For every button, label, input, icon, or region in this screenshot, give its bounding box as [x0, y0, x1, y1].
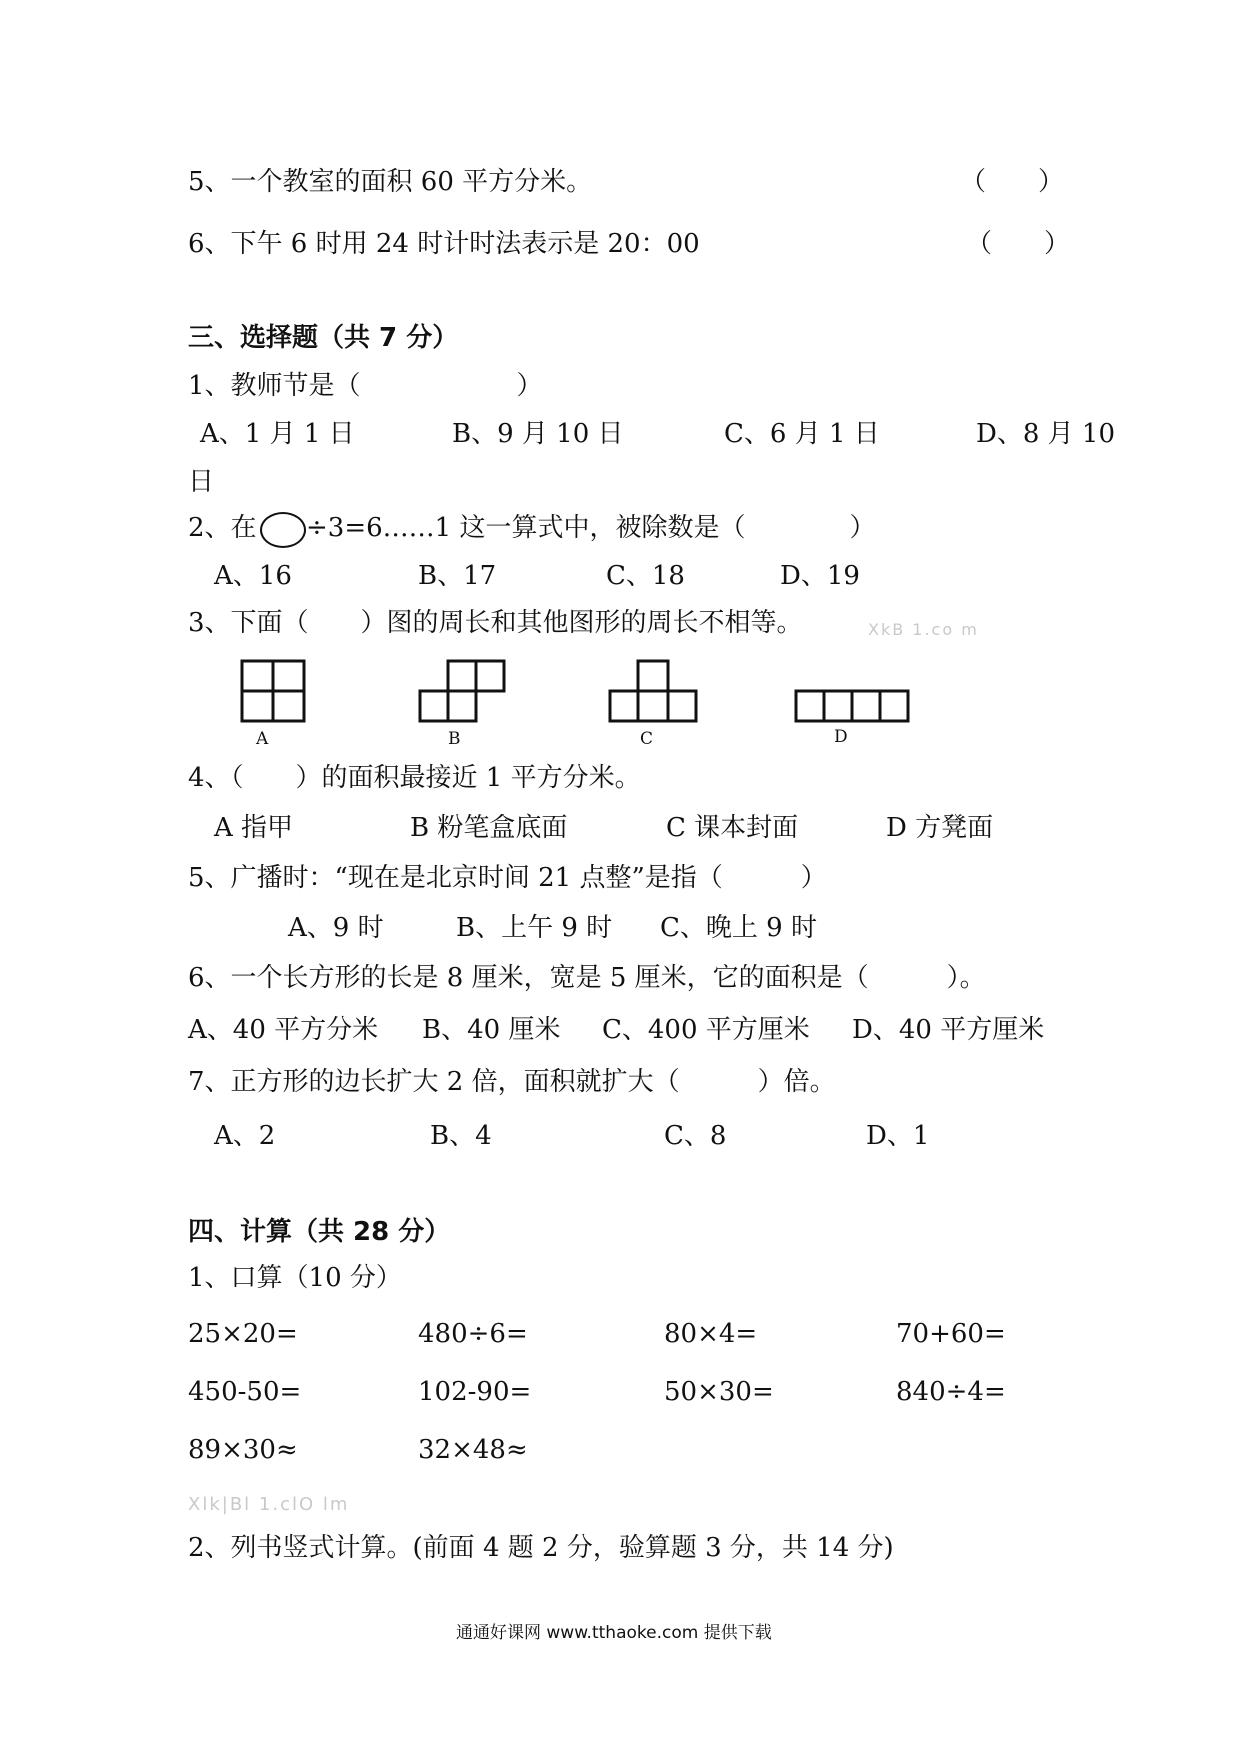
choice-q1-option-a: A、1 月 1 日: [200, 419, 355, 449]
choice-q5-option-b: B、上午 9 时: [456, 913, 613, 943]
choice-q7-option-b: B、4: [430, 1121, 492, 1151]
choice-q7-option-c: C、8: [664, 1121, 727, 1151]
choice-question-7: 7、正方形的边长扩大 2 倍，面积就扩大（ ）倍。: [188, 1067, 836, 1097]
choice-question-6: 6、一个长方形的长是 8 厘米，宽是 5 厘米，它的面积是（ ）。: [188, 963, 986, 993]
choice-q4-option-b: B 粉笔盒底面: [410, 813, 568, 843]
choice-q5-option-c: C、晚上 9 时: [660, 913, 817, 943]
page-footer: 通通好课网 www.tthaoke.com 提供下载: [456, 1623, 772, 1643]
choice-q6-option-d: D、40 平方厘米: [852, 1015, 1045, 1045]
choice-q5-option-a: A、9 时: [288, 913, 384, 943]
choice-q1-option-d-continued: 日: [188, 467, 215, 497]
choice-question-2-suffix: ÷3=6……1 这一算式中，被除数是（ ）: [306, 513, 876, 543]
choice-q6-option-c: C、400 平方厘米: [602, 1015, 810, 1045]
section-heading-choice: 三、选择题（共 7 分）: [188, 323, 459, 353]
calc-question-1: 1、口算（10 分）: [188, 1263, 402, 1293]
choice-q2-option-d: D、19: [780, 561, 860, 591]
choice-q2-option-c: C、18: [606, 561, 685, 591]
choice-question-3: 3、下面（ ）图的周长和其他图形的周长不相等。: [188, 608, 803, 638]
figure-label-c: C: [640, 729, 654, 746]
choice-q4-option-c: C 课本封面: [666, 813, 799, 843]
calc-item: 50×30=: [664, 1377, 774, 1407]
calc-item: 32×48≈: [418, 1435, 528, 1465]
choice-question-4: 4、（ ）的面积最接近 1 平方分米。: [188, 763, 641, 793]
choice-q6-option-b: B、40 厘米: [422, 1015, 561, 1045]
watermark-text: XkB 1.co m: [868, 620, 979, 639]
blank-circle-icon: [260, 512, 306, 548]
choice-q2-option-a: A、16: [214, 561, 292, 591]
choice-q4-option-a: A 指甲: [214, 813, 294, 843]
choice-q6-option-a: A、40 平方分米: [188, 1015, 379, 1045]
judge-question-6: 6、下午 6 时用 24 时计时法表示是 20：00: [188, 229, 700, 259]
judge-question-5: 5、一个教室的面积 60 平方分米。: [188, 167, 593, 197]
calc-item: 840÷4=: [896, 1377, 1006, 1407]
calc-item: 450-50=: [188, 1377, 302, 1407]
figure-label-b: B: [448, 729, 461, 746]
choice-q2-option-b: B、17: [418, 561, 497, 591]
calc-item: 102-90=: [418, 1377, 532, 1407]
calc-item: 25×20=: [188, 1319, 298, 1349]
choice-q1-option-d: D、8 月 10: [976, 419, 1116, 449]
calc-item: 80×4=: [664, 1319, 758, 1349]
calc-item: 70+60=: [896, 1319, 1006, 1349]
figure-label-a: A: [256, 729, 269, 746]
calc-item: 480÷6=: [418, 1319, 528, 1349]
perimeter-figures: [230, 650, 950, 746]
choice-question-5: 5、广播时：“现在是北京时间 21 点整”是指（ ）: [188, 863, 827, 893]
choice-q4-option-d: D 方凳面: [886, 813, 994, 843]
watermark-text: Xlk|Bl 1.clO lm: [188, 1494, 350, 1515]
calc-question-2: 2、列书竖式计算。(前面 4 题 2 分，验算题 3 分，共 14 分): [188, 1533, 894, 1563]
section-heading-calc: 四、计算（共 28 分）: [188, 1217, 451, 1247]
choice-q7-option-a: A、2: [214, 1121, 276, 1151]
choice-q1-option-b: B、9 月 10 日: [452, 419, 624, 449]
choice-q7-option-d: D、1: [866, 1121, 930, 1151]
choice-q1-option-c: C、6 月 1 日: [724, 419, 880, 449]
figure-label-d: D: [834, 727, 848, 746]
choice-question-2-prefix: 2、在: [188, 513, 257, 543]
judge-answer-paren-5: （ ）: [960, 167, 1065, 197]
calc-item: 89×30≈: [188, 1435, 298, 1465]
figure-c-shape: [638, 661, 668, 691]
judge-answer-paren-6: （ ）: [966, 229, 1071, 259]
choice-question-1: 1、教师节是（ ）: [188, 371, 543, 401]
